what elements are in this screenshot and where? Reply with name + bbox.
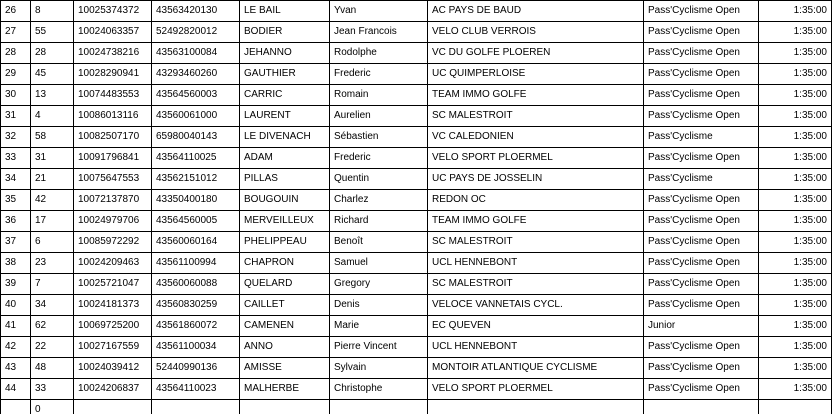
table-row[interactable]: [1, 1, 832, 22]
club-cell[interactable]: SC MALESTROIT: [428, 232, 644, 253]
club-cell[interactable]: EC QUEVEN: [428, 316, 644, 337]
time-cell[interactable]: 1:35:00: [759, 211, 832, 232]
licence-number-cell[interactable]: 65980040143: [152, 127, 240, 148]
bib-number-cell[interactable]: 48: [31, 358, 74, 379]
position-cell[interactable]: 32: [1, 127, 31, 148]
licence-number-cell[interactable]: 43350400180: [152, 190, 240, 211]
licence-number-cell[interactable]: 43561100034: [152, 337, 240, 358]
position-cell[interactable]: [1, 400, 31, 414]
bib-number-cell[interactable]: 0: [31, 400, 74, 414]
table-row[interactable]: [1, 106, 832, 127]
category-cell[interactable]: Pass'Cyclisme Open: [644, 379, 759, 400]
last-name-cell[interactable]: PILLAS: [240, 169, 330, 190]
uci-id-cell[interactable]: 10074483553: [74, 85, 152, 106]
first-name-cell[interactable]: Benoît: [330, 232, 428, 253]
club-cell[interactable]: MONTOIR ATLANTIQUE CYCLISME: [428, 358, 644, 379]
first-name-cell[interactable]: [330, 400, 428, 414]
category-cell[interactable]: Pass'Cyclisme Open: [644, 64, 759, 85]
first-name-cell[interactable]: Pierre Vincent: [330, 337, 428, 358]
category-cell[interactable]: Pass'Cyclisme Open: [644, 43, 759, 64]
bib-number-cell[interactable]: 17: [31, 211, 74, 232]
table-row[interactable]: [1, 22, 832, 43]
club-cell[interactable]: VELO SPORT PLOERMEL: [428, 148, 644, 169]
table-row[interactable]: [1, 148, 832, 169]
category-cell[interactable]: Pass'Cyclisme Open: [644, 148, 759, 169]
first-name-cell[interactable]: Denis: [330, 295, 428, 316]
last-name-cell[interactable]: LAURENT: [240, 106, 330, 127]
time-cell[interactable]: 1:35:00: [759, 22, 832, 43]
club-cell[interactable]: VELOCE VANNETAIS CYCL.: [428, 295, 644, 316]
bib-number-cell[interactable]: 28: [31, 43, 74, 64]
time-cell[interactable]: 1:35:00: [759, 106, 832, 127]
position-cell[interactable]: 26: [1, 1, 31, 22]
club-cell[interactable]: [428, 400, 644, 414]
uci-id-cell[interactable]: 10024738216: [74, 43, 152, 64]
uci-id-cell[interactable]: 10069725200: [74, 316, 152, 337]
position-cell[interactable]: 31: [1, 106, 31, 127]
first-name-cell[interactable]: Jean Francois: [330, 22, 428, 43]
position-cell[interactable]: 36: [1, 211, 31, 232]
uci-id-cell[interactable]: 10024039412: [74, 358, 152, 379]
category-cell[interactable]: Pass'Cyclisme Open: [644, 232, 759, 253]
category-cell[interactable]: Pass'Cyclisme Open: [644, 358, 759, 379]
uci-id-cell[interactable]: 10025374372: [74, 1, 152, 22]
last-name-cell[interactable]: AMISSE: [240, 358, 330, 379]
club-cell[interactable]: UCL HENNEBONT: [428, 337, 644, 358]
first-name-cell[interactable]: Quentin: [330, 169, 428, 190]
first-name-cell[interactable]: Aurelien: [330, 106, 428, 127]
bib-number-cell[interactable]: 55: [31, 22, 74, 43]
first-name-cell[interactable]: Charlez: [330, 190, 428, 211]
time-cell[interactable]: 1:35:00: [759, 148, 832, 169]
club-cell[interactable]: VELO CLUB VERROIS: [428, 22, 644, 43]
time-cell[interactable]: [759, 400, 832, 414]
last-name-cell[interactable]: MERVEILLEUX: [240, 211, 330, 232]
uci-id-cell[interactable]: 10086013116: [74, 106, 152, 127]
licence-number-cell[interactable]: 43563420130: [152, 1, 240, 22]
club-cell[interactable]: VC CALEDONIEN: [428, 127, 644, 148]
position-cell[interactable]: 43: [1, 358, 31, 379]
table-row[interactable]: [1, 358, 832, 379]
first-name-cell[interactable]: Rodolphe: [330, 43, 428, 64]
first-name-cell[interactable]: Frederic: [330, 64, 428, 85]
category-cell[interactable]: Pass'Cyclisme: [644, 169, 759, 190]
time-cell[interactable]: 1:35:00: [759, 1, 832, 22]
club-cell[interactable]: UCL HENNEBONT: [428, 253, 644, 274]
position-cell[interactable]: 29: [1, 64, 31, 85]
category-cell[interactable]: Pass'Cyclisme Open: [644, 295, 759, 316]
licence-number-cell[interactable]: 43561100994: [152, 253, 240, 274]
category-cell[interactable]: [644, 400, 759, 414]
time-cell[interactable]: 1:35:00: [759, 316, 832, 337]
licence-number-cell[interactable]: 43562151012: [152, 169, 240, 190]
uci-id-cell[interactable]: 10024206837: [74, 379, 152, 400]
table-row[interactable]: [1, 127, 832, 148]
first-name-cell[interactable]: Yvan: [330, 1, 428, 22]
category-cell[interactable]: Pass'Cyclisme Open: [644, 85, 759, 106]
first-name-cell[interactable]: Frederic: [330, 148, 428, 169]
last-name-cell[interactable]: GAUTHIER: [240, 64, 330, 85]
last-name-cell[interactable]: CAMENEN: [240, 316, 330, 337]
time-cell[interactable]: 1:35:00: [759, 85, 832, 106]
position-cell[interactable]: 34: [1, 169, 31, 190]
club-cell[interactable]: AC PAYS DE BAUD: [428, 1, 644, 22]
club-cell[interactable]: UC QUIMPERLOISE: [428, 64, 644, 85]
licence-number-cell[interactable]: 43564560003: [152, 85, 240, 106]
licence-number-cell[interactable]: 43564110025: [152, 148, 240, 169]
uci-id-cell[interactable]: 10024063357: [74, 22, 152, 43]
club-cell[interactable]: UC PAYS DE JOSSELIN: [428, 169, 644, 190]
bib-number-cell[interactable]: 6: [31, 232, 74, 253]
licence-number-cell[interactable]: 52492820012: [152, 22, 240, 43]
table-row[interactable]: [1, 274, 832, 295]
uci-id-cell[interactable]: 10072137870: [74, 190, 152, 211]
last-name-cell[interactable]: JEHANNO: [240, 43, 330, 64]
position-cell[interactable]: 35: [1, 190, 31, 211]
table-row[interactable]: [1, 232, 832, 253]
table-row[interactable]: [1, 379, 832, 400]
uci-id-cell[interactable]: 10082507170: [74, 127, 152, 148]
bib-number-cell[interactable]: 22: [31, 337, 74, 358]
table-row[interactable]: [1, 43, 832, 64]
licence-number-cell[interactable]: 43561860072: [152, 316, 240, 337]
licence-number-cell[interactable]: 43560061000: [152, 106, 240, 127]
category-cell[interactable]: Pass'Cyclisme Open: [644, 22, 759, 43]
category-cell[interactable]: Pass'Cyclisme: [644, 127, 759, 148]
club-cell[interactable]: VC DU GOLFE PLOEREN: [428, 43, 644, 64]
last-name-cell[interactable]: MALHERBE: [240, 379, 330, 400]
bib-number-cell[interactable]: 7: [31, 274, 74, 295]
last-name-cell[interactable]: ADAM: [240, 148, 330, 169]
bib-number-cell[interactable]: 23: [31, 253, 74, 274]
licence-number-cell[interactable]: 43293460260: [152, 64, 240, 85]
licence-number-cell[interactable]: 43560830259: [152, 295, 240, 316]
uci-id-cell[interactable]: 10075647553: [74, 169, 152, 190]
position-cell[interactable]: 39: [1, 274, 31, 295]
table-row[interactable]: [1, 85, 832, 106]
position-cell[interactable]: 28: [1, 43, 31, 64]
category-cell[interactable]: Junior: [644, 316, 759, 337]
licence-number-cell[interactable]: 52440990136: [152, 358, 240, 379]
bib-number-cell[interactable]: 62: [31, 316, 74, 337]
position-cell[interactable]: 27: [1, 22, 31, 43]
last-name-cell[interactable]: CARRIC: [240, 85, 330, 106]
table-row[interactable]: [1, 169, 832, 190]
table-row-partial[interactable]: [1, 400, 832, 414]
table-row[interactable]: [1, 253, 832, 274]
first-name-cell[interactable]: Sylvain: [330, 358, 428, 379]
first-name-cell[interactable]: Romain: [330, 85, 428, 106]
category-cell[interactable]: Pass'Cyclisme Open: [644, 337, 759, 358]
last-name-cell[interactable]: PHELIPPEAU: [240, 232, 330, 253]
last-name-cell[interactable]: CAILLET: [240, 295, 330, 316]
position-cell[interactable]: 37: [1, 232, 31, 253]
category-cell[interactable]: Pass'Cyclisme Open: [644, 106, 759, 127]
club-cell[interactable]: REDON OC: [428, 190, 644, 211]
position-cell[interactable]: 41: [1, 316, 31, 337]
licence-number-cell[interactable]: 43563100084: [152, 43, 240, 64]
licence-number-cell[interactable]: 43564110023: [152, 379, 240, 400]
last-name-cell[interactable]: CHAPRON: [240, 253, 330, 274]
time-cell[interactable]: 1:35:00: [759, 379, 832, 400]
bib-number-cell[interactable]: 31: [31, 148, 74, 169]
club-cell[interactable]: SC MALESTROIT: [428, 106, 644, 127]
uci-id-cell[interactable]: 10024209463: [74, 253, 152, 274]
time-cell[interactable]: 1:35:00: [759, 253, 832, 274]
time-cell[interactable]: 1:35:00: [759, 43, 832, 64]
last-name-cell[interactable]: [240, 400, 330, 414]
bib-number-cell[interactable]: 33: [31, 379, 74, 400]
position-cell[interactable]: 40: [1, 295, 31, 316]
licence-number-cell[interactable]: [152, 400, 240, 414]
licence-number-cell[interactable]: 43560060164: [152, 232, 240, 253]
first-name-cell[interactable]: Christophe: [330, 379, 428, 400]
uci-id-cell[interactable]: 10091796841: [74, 148, 152, 169]
uci-id-cell[interactable]: 10028290941: [74, 64, 152, 85]
bib-number-cell[interactable]: 45: [31, 64, 74, 85]
last-name-cell[interactable]: LE DIVENACH: [240, 127, 330, 148]
time-cell[interactable]: 1:35:00: [759, 127, 832, 148]
position-cell[interactable]: 42: [1, 337, 31, 358]
licence-number-cell[interactable]: 43560060088: [152, 274, 240, 295]
time-cell[interactable]: 1:35:00: [759, 64, 832, 85]
category-cell[interactable]: Pass'Cyclisme Open: [644, 211, 759, 232]
category-cell[interactable]: Pass'Cyclisme Open: [644, 1, 759, 22]
uci-id-cell[interactable]: 10027167559: [74, 337, 152, 358]
last-name-cell[interactable]: BODIER: [240, 22, 330, 43]
uci-id-cell[interactable]: [74, 400, 152, 414]
last-name-cell[interactable]: ANNO: [240, 337, 330, 358]
time-cell[interactable]: 1:35:00: [759, 274, 832, 295]
club-cell[interactable]: TEAM IMMO GOLFE: [428, 211, 644, 232]
table-row[interactable]: [1, 337, 832, 358]
club-cell[interactable]: SC MALESTROIT: [428, 274, 644, 295]
table-row[interactable]: [1, 211, 832, 232]
first-name-cell[interactable]: Gregory: [330, 274, 428, 295]
position-cell[interactable]: 33: [1, 148, 31, 169]
first-name-cell[interactable]: Sébastien: [330, 127, 428, 148]
uci-id-cell[interactable]: 10025721047: [74, 274, 152, 295]
time-cell[interactable]: 1:35:00: [759, 337, 832, 358]
time-cell[interactable]: 1:35:00: [759, 358, 832, 379]
bib-number-cell[interactable]: 21: [31, 169, 74, 190]
bib-number-cell[interactable]: 4: [31, 106, 74, 127]
uci-id-cell[interactable]: 10024181373: [74, 295, 152, 316]
category-cell[interactable]: Pass'Cyclisme Open: [644, 253, 759, 274]
first-name-cell[interactable]: Samuel: [330, 253, 428, 274]
time-cell[interactable]: 1:35:00: [759, 169, 832, 190]
category-cell[interactable]: Pass'Cyclisme Open: [644, 274, 759, 295]
category-cell[interactable]: Pass'Cyclisme Open: [644, 190, 759, 211]
first-name-cell[interactable]: Richard: [330, 211, 428, 232]
bib-number-cell[interactable]: 13: [31, 85, 74, 106]
last-name-cell[interactable]: LE BAIL: [240, 1, 330, 22]
last-name-cell[interactable]: BOUGOUIN: [240, 190, 330, 211]
first-name-cell[interactable]: Marie: [330, 316, 428, 337]
time-cell[interactable]: 1:35:00: [759, 232, 832, 253]
last-name-cell[interactable]: QUELARD: [240, 274, 330, 295]
bib-number-cell[interactable]: 58: [31, 127, 74, 148]
uci-id-cell[interactable]: 10024979706: [74, 211, 152, 232]
club-cell[interactable]: TEAM IMMO GOLFE: [428, 85, 644, 106]
time-cell[interactable]: 1:35:00: [759, 295, 832, 316]
table-row[interactable]: [1, 295, 832, 316]
bib-number-cell[interactable]: 34: [31, 295, 74, 316]
results-rows: [1, 1, 832, 414]
table-row[interactable]: [1, 190, 832, 211]
time-cell[interactable]: 1:35:00: [759, 190, 832, 211]
bib-number-cell[interactable]: 8: [31, 1, 74, 22]
uci-id-cell[interactable]: 10085972292: [74, 232, 152, 253]
table-row[interactable]: [1, 64, 832, 85]
licence-number-cell[interactable]: 43564560005: [152, 211, 240, 232]
position-cell[interactable]: 44: [1, 379, 31, 400]
position-cell[interactable]: 30: [1, 85, 31, 106]
bib-number-cell[interactable]: 42: [31, 190, 74, 211]
position-cell[interactable]: 38: [1, 253, 31, 274]
club-cell[interactable]: VELO SPORT PLOERMEL: [428, 379, 644, 400]
table-row[interactable]: [1, 316, 832, 337]
